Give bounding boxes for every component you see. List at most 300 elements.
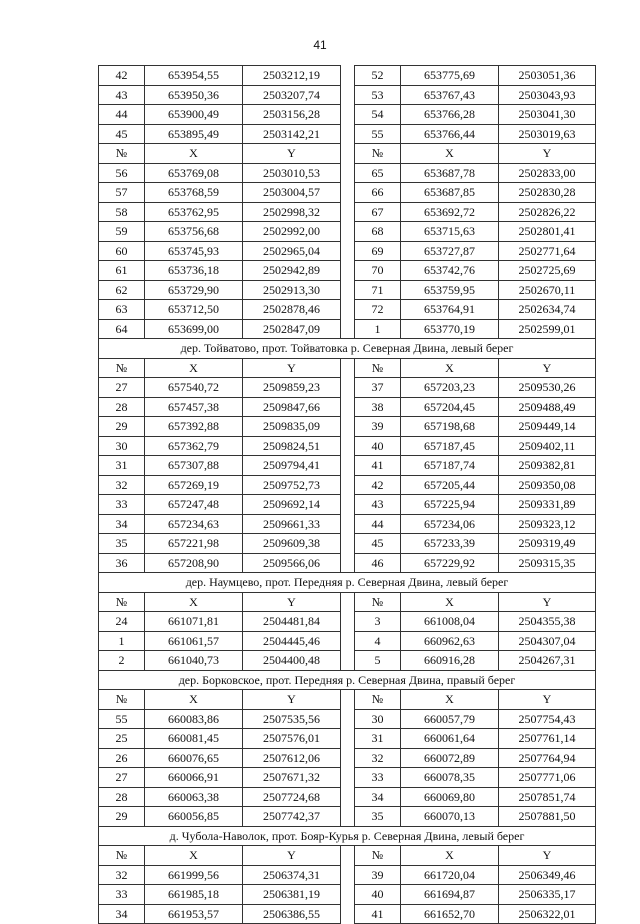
point-number: 39: [355, 417, 401, 437]
y-coordinate: 2503041,30: [499, 105, 596, 125]
section-caption: д. Чубола-Наволок, прот. Бояр-Курья р. Северная Двина, левый берег: [99, 826, 596, 846]
section-caption-row: [99, 826, 596, 846]
y-header: Y: [499, 690, 596, 710]
y-coordinate: 2509315,35: [499, 553, 596, 573]
point-number: 28: [99, 397, 145, 417]
column-gap: [341, 534, 355, 554]
y-coordinate: 2502833,00: [499, 163, 596, 183]
y-coordinate: 2502826,22: [499, 202, 596, 222]
table-header-row: [99, 144, 596, 164]
point-number: 29: [99, 807, 145, 827]
table-header-row: [99, 690, 596, 710]
table-row: [99, 261, 596, 281]
point-number: 55: [355, 124, 401, 144]
y-coordinate: 2507576,01: [243, 729, 341, 749]
table-row: [99, 748, 596, 768]
x-coordinate: 653687,78: [401, 163, 499, 183]
column-gap: [341, 280, 355, 300]
y-coordinate: 2504267,31: [499, 651, 596, 671]
table-row: [99, 709, 596, 729]
x-coordinate: 661040,73: [145, 651, 243, 671]
x-coordinate: 653692,72: [401, 202, 499, 222]
x-header: X: [145, 592, 243, 612]
y-coordinate: 2507771,06: [499, 768, 596, 788]
point-number: 26: [99, 748, 145, 768]
x-coordinate: 657204,45: [401, 397, 499, 417]
coordinates-table: [98, 65, 596, 924]
point-number: 38: [355, 397, 401, 417]
x-coordinate: 653729,90: [145, 280, 243, 300]
table-row: [99, 475, 596, 495]
table-row: [99, 124, 596, 144]
x-coordinate: 653762,95: [145, 202, 243, 222]
y-coordinate: 2504400,48: [243, 651, 341, 671]
point-number: 61: [99, 261, 145, 281]
x-coordinate: 653727,87: [401, 241, 499, 261]
column-gap: [341, 241, 355, 261]
x-coordinate: 653767,43: [401, 85, 499, 105]
x-coordinate: 653736,18: [145, 261, 243, 281]
column-gap: [341, 202, 355, 222]
point-number: 56: [99, 163, 145, 183]
section-caption-row: [99, 339, 596, 359]
x-coordinate: 653775,69: [401, 66, 499, 86]
x-coordinate: 657307,88: [145, 456, 243, 476]
y-coordinate: 2506335,17: [499, 885, 596, 905]
x-coordinate: 657203,23: [401, 378, 499, 398]
column-gap: [341, 300, 355, 320]
point-number: 43: [355, 495, 401, 515]
point-number: 2: [99, 651, 145, 671]
column-gap: [341, 436, 355, 456]
column-gap: [341, 144, 355, 164]
y-coordinate: 2509609,38: [243, 534, 341, 554]
y-coordinate: 2504307,04: [499, 631, 596, 651]
point-number: 31: [99, 456, 145, 476]
point-number: 58: [99, 202, 145, 222]
point-number: 40: [355, 436, 401, 456]
y-coordinate: 2507851,74: [499, 787, 596, 807]
y-coordinate: 2509488,49: [499, 397, 596, 417]
table-row: [99, 904, 596, 924]
point-number: 35: [99, 534, 145, 554]
x-coordinate: 657269,19: [145, 475, 243, 495]
table-row: [99, 534, 596, 554]
y-header: Y: [499, 358, 596, 378]
y-coordinate: 2509794,41: [243, 456, 341, 476]
y-coordinate: 2507881,50: [499, 807, 596, 827]
point-number: 27: [99, 768, 145, 788]
y-coordinate: 2509847,66: [243, 397, 341, 417]
y-coordinate: 2507535,56: [243, 709, 341, 729]
x-coordinate: 660066,91: [145, 768, 243, 788]
number-header: №: [355, 144, 401, 164]
y-header: Y: [243, 846, 341, 866]
section-caption: дер. Наумцево, прот. Передняя р. Северная Двина, левый берег: [99, 573, 596, 593]
y-coordinate: 2509661,33: [243, 514, 341, 534]
number-header: №: [355, 690, 401, 710]
point-number: 33: [99, 495, 145, 515]
point-number: 32: [99, 475, 145, 495]
y-coordinate: 2509331,89: [499, 495, 596, 515]
x-coordinate: 653687,85: [401, 183, 499, 203]
table-row: [99, 787, 596, 807]
point-number: 65: [355, 163, 401, 183]
y-coordinate: 2502801,41: [499, 222, 596, 242]
y-coordinate: 2504355,38: [499, 612, 596, 632]
y-coordinate: 2506349,46: [499, 865, 596, 885]
point-number: 1: [99, 631, 145, 651]
x-header: X: [145, 358, 243, 378]
table-row: [99, 66, 596, 86]
x-header: X: [145, 846, 243, 866]
point-number: 24: [99, 612, 145, 632]
number-header: №: [99, 358, 145, 378]
table-row: [99, 885, 596, 905]
y-coordinate: 2507724,68: [243, 787, 341, 807]
x-coordinate: 657457,38: [145, 397, 243, 417]
point-number: 68: [355, 222, 401, 242]
y-coordinate: 2509449,14: [499, 417, 596, 437]
number-header: №: [99, 144, 145, 164]
point-number: 72: [355, 300, 401, 320]
y-coordinate: 2507612,06: [243, 748, 341, 768]
y-coordinate: 2502965,04: [243, 241, 341, 261]
y-coordinate: 2509824,51: [243, 436, 341, 456]
x-header: X: [145, 144, 243, 164]
y-header: Y: [243, 690, 341, 710]
x-coordinate: 660962,63: [401, 631, 499, 651]
y-coordinate: 2502913,30: [243, 280, 341, 300]
x-coordinate: 657247,48: [145, 495, 243, 515]
x-coordinate: 660061,64: [401, 729, 499, 749]
table-row: [99, 729, 596, 749]
x-coordinate: 657229,92: [401, 553, 499, 573]
column-gap: [341, 904, 355, 924]
y-coordinate: 2502725,69: [499, 261, 596, 281]
x-coordinate: 653756,68: [145, 222, 243, 242]
point-number: 57: [99, 183, 145, 203]
table-row: [99, 85, 596, 105]
column-gap: [341, 865, 355, 885]
y-coordinate: 2503156,28: [243, 105, 341, 125]
y-coordinate: 2506322,01: [499, 904, 596, 924]
column-gap: [341, 319, 355, 339]
x-coordinate: 660056,85: [145, 807, 243, 827]
x-coordinate: 653770,19: [401, 319, 499, 339]
y-coordinate: 2502992,00: [243, 222, 341, 242]
column-gap: [341, 475, 355, 495]
y-coordinate: 2504445,46: [243, 631, 341, 651]
x-coordinate: 653745,93: [145, 241, 243, 261]
y-coordinate: 2503142,21: [243, 124, 341, 144]
x-coordinate: 661999,56: [145, 865, 243, 885]
column-gap: [341, 417, 355, 437]
y-coordinate: 2509350,08: [499, 475, 596, 495]
column-gap: [341, 222, 355, 242]
x-coordinate: 660916,28: [401, 651, 499, 671]
table-row: [99, 105, 596, 125]
x-coordinate: 661061,57: [145, 631, 243, 651]
column-gap: [341, 787, 355, 807]
column-gap: [341, 553, 355, 573]
x-coordinate: 653699,00: [145, 319, 243, 339]
x-coordinate: 653895,49: [145, 124, 243, 144]
number-header: №: [355, 592, 401, 612]
x-coordinate: 660072,89: [401, 748, 499, 768]
x-coordinate: 660081,45: [145, 729, 243, 749]
point-number: 25: [99, 729, 145, 749]
table-row: [99, 495, 596, 515]
column-gap: [341, 748, 355, 768]
x-coordinate: 657233,39: [401, 534, 499, 554]
point-number: 45: [355, 534, 401, 554]
point-number: 1: [355, 319, 401, 339]
x-header: X: [401, 144, 499, 164]
table-row: [99, 319, 596, 339]
y-coordinate: 2502847,09: [243, 319, 341, 339]
x-coordinate: 657540,72: [145, 378, 243, 398]
column-gap: [341, 183, 355, 203]
column-gap: [341, 846, 355, 866]
x-coordinate: 653764,91: [401, 300, 499, 320]
x-coordinate: 657221,98: [145, 534, 243, 554]
point-number: 33: [355, 768, 401, 788]
x-coordinate: 653712,50: [145, 300, 243, 320]
point-number: 45: [99, 124, 145, 144]
table-row: [99, 514, 596, 534]
point-number: 54: [355, 105, 401, 125]
y-header: Y: [243, 144, 341, 164]
table-row: [99, 241, 596, 261]
point-number: 52: [355, 66, 401, 86]
section-caption: дер. Борковское, прот. Передняя р. Северная Двина, правый берег: [99, 670, 596, 690]
x-coordinate: 661071,81: [145, 612, 243, 632]
y-coordinate: 2509323,12: [499, 514, 596, 534]
column-gap: [341, 807, 355, 827]
y-coordinate: 2503043,93: [499, 85, 596, 105]
x-coordinate: 653900,49: [145, 105, 243, 125]
point-number: 41: [355, 904, 401, 924]
point-number: 32: [355, 748, 401, 768]
y-coordinate: 2509402,11: [499, 436, 596, 456]
y-header: Y: [499, 592, 596, 612]
x-coordinate: 653742,76: [401, 261, 499, 281]
y-coordinate: 2506381,19: [243, 885, 341, 905]
point-number: 36: [99, 553, 145, 573]
y-coordinate: 2509382,81: [499, 456, 596, 476]
x-header: X: [401, 358, 499, 378]
y-coordinate: 2502634,74: [499, 300, 596, 320]
column-gap: [341, 768, 355, 788]
table-row: [99, 397, 596, 417]
y-coordinate: 2509319,49: [499, 534, 596, 554]
table-row: [99, 183, 596, 203]
table-row: [99, 456, 596, 476]
x-coordinate: 657234,06: [401, 514, 499, 534]
x-header: X: [401, 846, 499, 866]
point-number: 30: [99, 436, 145, 456]
y-coordinate: 2506386,55: [243, 904, 341, 924]
point-number: 62: [99, 280, 145, 300]
point-number: 70: [355, 261, 401, 281]
number-header: №: [99, 846, 145, 866]
x-coordinate: 660063,38: [145, 787, 243, 807]
y-coordinate: 2507754,43: [499, 709, 596, 729]
x-coordinate: 657234,63: [145, 514, 243, 534]
y-header: Y: [243, 358, 341, 378]
y-coordinate: 2502670,11: [499, 280, 596, 300]
table-header-row: [99, 846, 596, 866]
point-number: 44: [99, 105, 145, 125]
x-coordinate: 660070,13: [401, 807, 499, 827]
point-number: 64: [99, 319, 145, 339]
table-row: [99, 300, 596, 320]
column-gap: [341, 709, 355, 729]
point-number: 42: [99, 66, 145, 86]
x-coordinate: 661008,04: [401, 612, 499, 632]
column-gap: [341, 651, 355, 671]
point-number: 34: [99, 904, 145, 924]
table-row: [99, 280, 596, 300]
column-gap: [341, 495, 355, 515]
x-coordinate: 657392,88: [145, 417, 243, 437]
point-number: 42: [355, 475, 401, 495]
y-coordinate: 2502771,64: [499, 241, 596, 261]
y-header: Y: [243, 592, 341, 612]
point-number: 39: [355, 865, 401, 885]
x-coordinate: 653950,36: [145, 85, 243, 105]
column-gap: [341, 729, 355, 749]
column-gap: [341, 66, 355, 86]
x-coordinate: 660078,35: [401, 768, 499, 788]
x-coordinate: 660069,80: [401, 787, 499, 807]
point-number: 27: [99, 378, 145, 398]
column-gap: [341, 163, 355, 183]
table-header-row: [99, 358, 596, 378]
point-number: 53: [355, 85, 401, 105]
table-row: [99, 417, 596, 437]
number-header: №: [99, 690, 145, 710]
table-row: [99, 807, 596, 827]
x-coordinate: 653766,28: [401, 105, 499, 125]
y-coordinate: 2503207,74: [243, 85, 341, 105]
point-number: 34: [355, 787, 401, 807]
y-coordinate: 2502599,01: [499, 319, 596, 339]
x-header: X: [401, 690, 499, 710]
column-gap: [341, 592, 355, 612]
y-header: Y: [499, 144, 596, 164]
column-gap: [341, 378, 355, 398]
point-number: 71: [355, 280, 401, 300]
y-coordinate: 2503019,63: [499, 124, 596, 144]
table-row: [99, 651, 596, 671]
table-row: [99, 865, 596, 885]
y-coordinate: 2507742,37: [243, 807, 341, 827]
point-number: 4: [355, 631, 401, 651]
x-coordinate: 661652,70: [401, 904, 499, 924]
point-number: 29: [99, 417, 145, 437]
point-number: 34: [99, 514, 145, 534]
x-coordinate: 653954,55: [145, 66, 243, 86]
point-number: 28: [99, 787, 145, 807]
y-coordinate: 2503051,36: [499, 66, 596, 86]
section-caption: дер. Тойватово, прот. Тойватовка р. Северная Двина, левый берег: [99, 339, 596, 359]
point-number: 69: [355, 241, 401, 261]
x-coordinate: 657187,45: [401, 436, 499, 456]
point-number: 33: [99, 885, 145, 905]
table-row: [99, 222, 596, 242]
point-number: 63: [99, 300, 145, 320]
y-coordinate: 2509692,14: [243, 495, 341, 515]
x-coordinate: 661720,04: [401, 865, 499, 885]
point-number: 31: [355, 729, 401, 749]
x-coordinate: 661953,57: [145, 904, 243, 924]
x-coordinate: 657205,44: [401, 475, 499, 495]
y-coordinate: 2503010,53: [243, 163, 341, 183]
x-coordinate: 657225,94: [401, 495, 499, 515]
y-coordinate: 2504481,84: [243, 612, 341, 632]
x-coordinate: 653715,63: [401, 222, 499, 242]
table-row: [99, 378, 596, 398]
x-coordinate: 660057,79: [401, 709, 499, 729]
point-number: 46: [355, 553, 401, 573]
y-coordinate: 2509566,06: [243, 553, 341, 573]
x-header: X: [401, 592, 499, 612]
y-header: Y: [499, 846, 596, 866]
x-coordinate: 661985,18: [145, 885, 243, 905]
point-number: 43: [99, 85, 145, 105]
x-coordinate: 661694,87: [401, 885, 499, 905]
x-coordinate: 653769,08: [145, 163, 243, 183]
point-number: 5: [355, 651, 401, 671]
y-coordinate: 2502830,28: [499, 183, 596, 203]
y-coordinate: 2509752,73: [243, 475, 341, 495]
table-header-row: [99, 592, 596, 612]
x-coordinate: 653766,44: [401, 124, 499, 144]
x-coordinate: 657198,68: [401, 417, 499, 437]
point-number: 37: [355, 378, 401, 398]
point-number: 59: [99, 222, 145, 242]
page-number: 41: [313, 38, 327, 52]
table-row: [99, 768, 596, 788]
point-number: 41: [355, 456, 401, 476]
column-gap: [341, 261, 355, 281]
table-row: [99, 612, 596, 632]
column-gap: [341, 612, 355, 632]
x-coordinate: 653759,95: [401, 280, 499, 300]
x-coordinate: 657208,90: [145, 553, 243, 573]
table-row: [99, 163, 596, 183]
section-caption-row: [99, 573, 596, 593]
y-coordinate: 2509530,26: [499, 378, 596, 398]
point-number: 55: [99, 709, 145, 729]
y-coordinate: 2506374,31: [243, 865, 341, 885]
y-coordinate: 2509835,09: [243, 417, 341, 437]
y-coordinate: 2502998,32: [243, 202, 341, 222]
x-coordinate: 657362,79: [145, 436, 243, 456]
point-number: 30: [355, 709, 401, 729]
point-number: 35: [355, 807, 401, 827]
column-gap: [341, 358, 355, 378]
number-header: №: [99, 592, 145, 612]
table-row: [99, 553, 596, 573]
x-coordinate: 657187,74: [401, 456, 499, 476]
y-coordinate: 2502878,46: [243, 300, 341, 320]
y-coordinate: 2502942,89: [243, 261, 341, 281]
column-gap: [341, 105, 355, 125]
column-gap: [341, 124, 355, 144]
